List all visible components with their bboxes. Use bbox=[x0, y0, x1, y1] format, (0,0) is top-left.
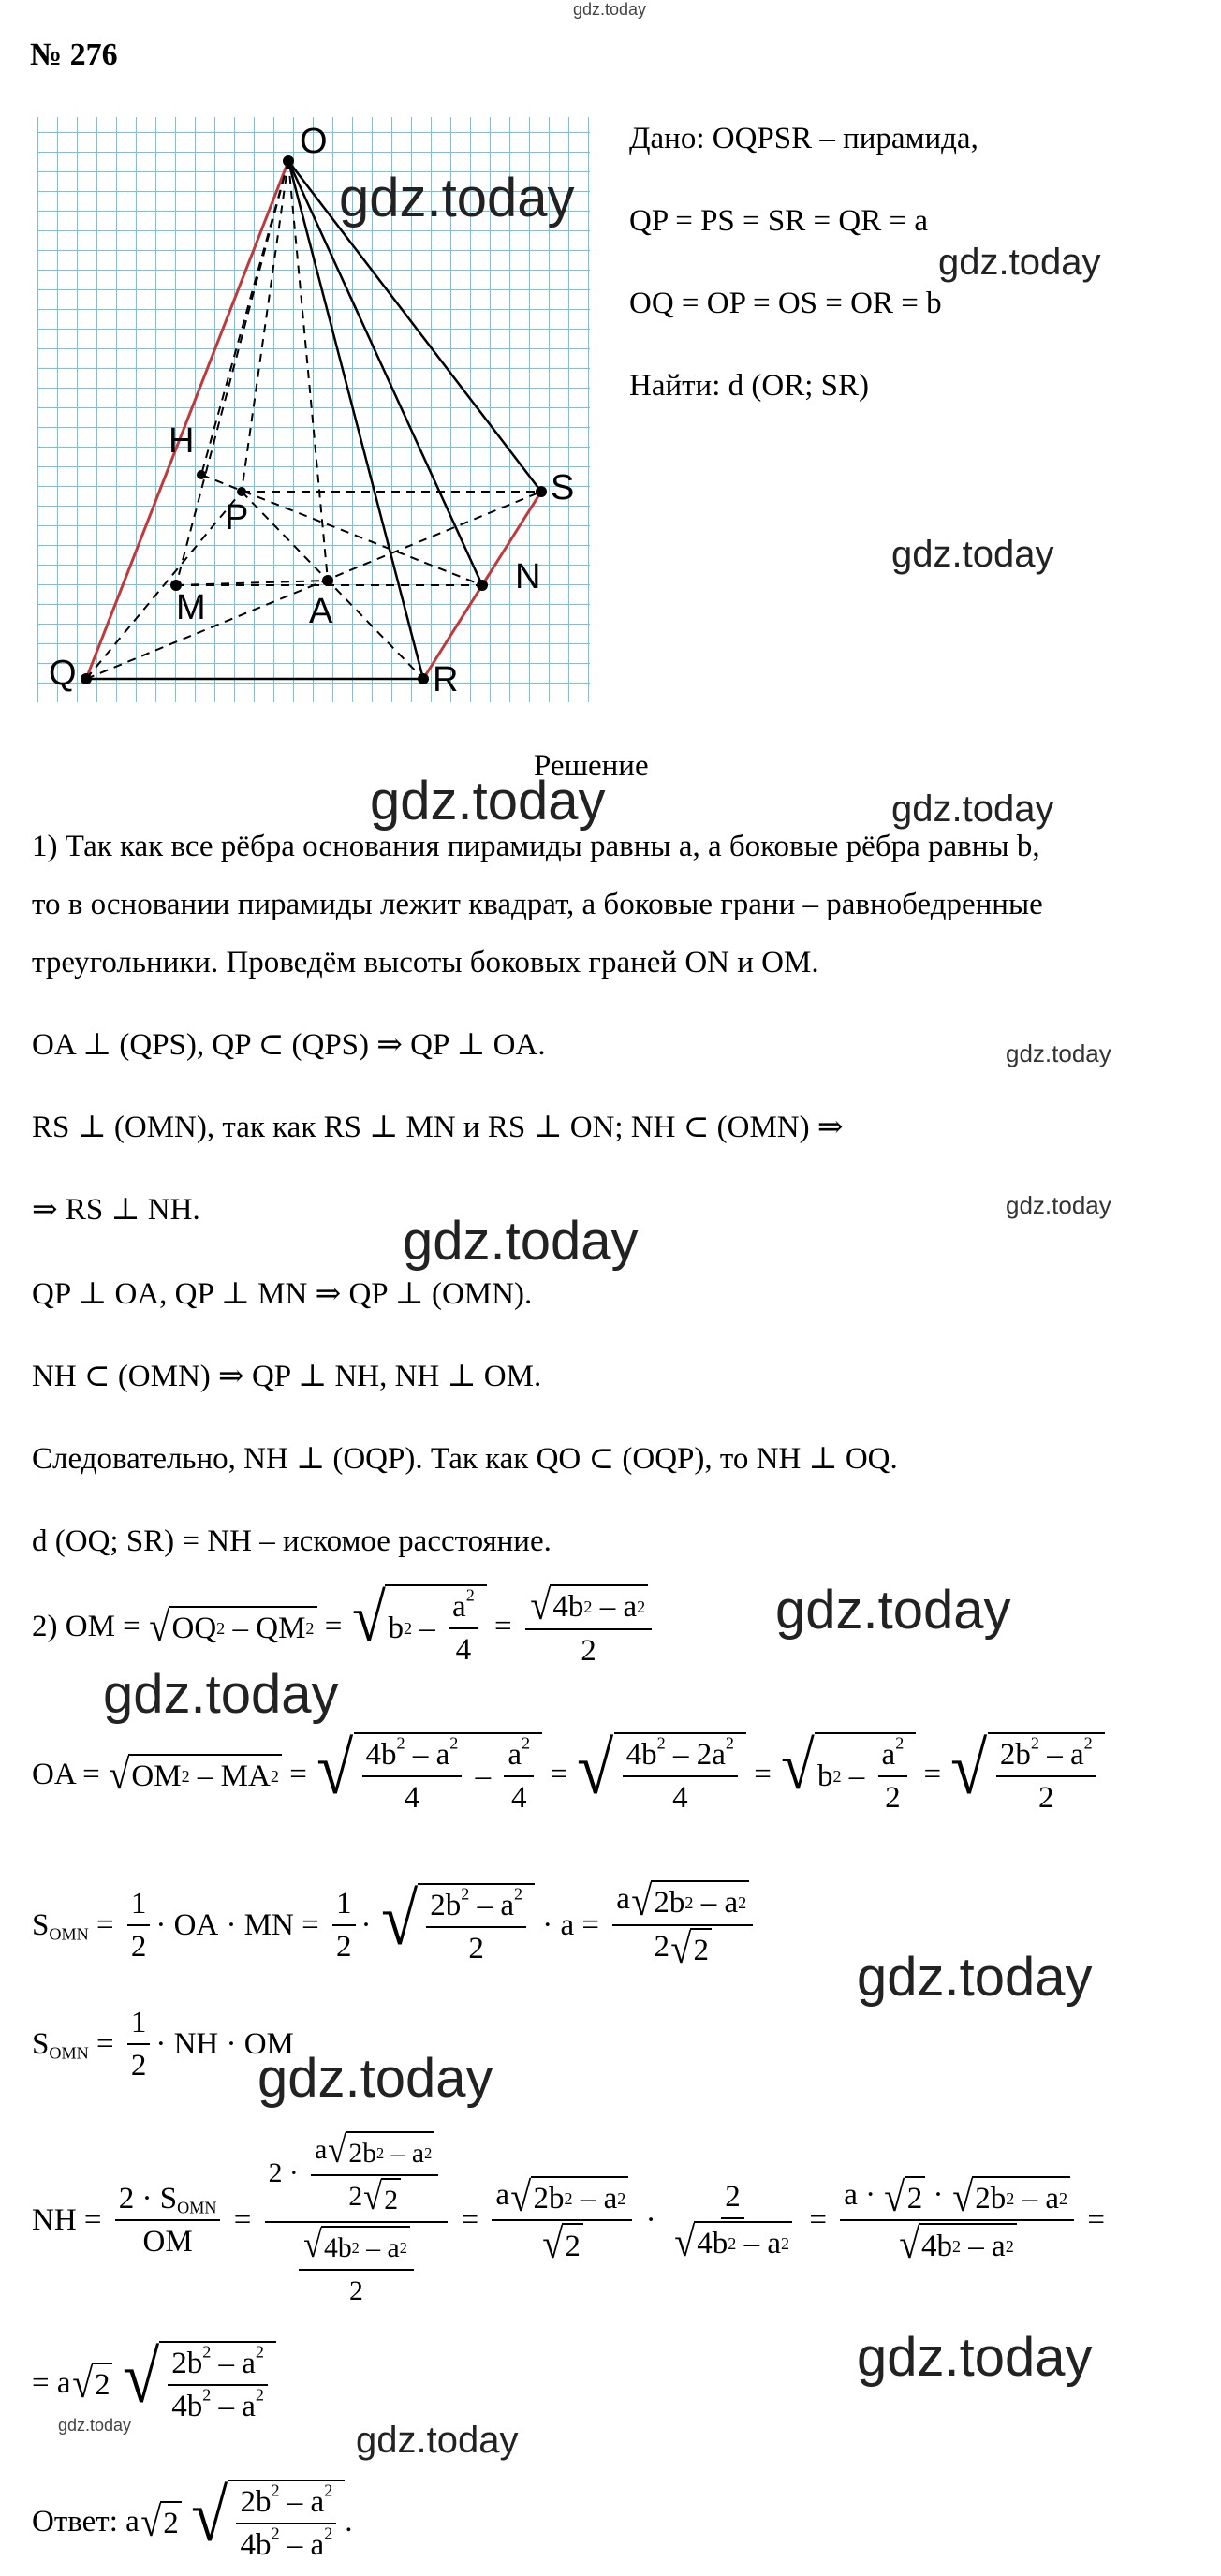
label-O: O bbox=[300, 122, 328, 161]
watermark: gdz.today bbox=[257, 2048, 493, 2109]
text-line-4: OA ⊥ (QPS), QP ⊂ (QPS) ⇒ QP ⊥ OA. bbox=[32, 1028, 546, 1062]
watermark: gdz.today bbox=[938, 242, 1101, 283]
watermark: gdz.today bbox=[103, 1664, 339, 1725]
watermark: gdz.today bbox=[403, 1211, 639, 1272]
text-p1-line2: то в основании пирамиды лежит квадрат, а боковые грани – равнобедренные bbox=[32, 888, 1043, 921]
watermark: gdz.today bbox=[857, 2327, 1093, 2388]
header-watermark: gdz.today bbox=[573, 0, 647, 19]
given-line-1: Дано: OQPSR – пирамида, bbox=[629, 122, 978, 155]
text-line-6: ⇒ RS ⊥ NH. bbox=[32, 1193, 200, 1227]
text-p1-line1: 1) Так как все рёбра основания пирамиды равны a, а боковые рёбра равны b, bbox=[32, 830, 1040, 863]
text-line-9: Следовательно, NH ⊥ (OQP). Так как QO ⊂ (OQP), то NH ⊥ OQ. bbox=[32, 1442, 898, 1476]
label-M: M bbox=[176, 588, 206, 627]
problem-number: № 276 bbox=[30, 37, 118, 72]
label-A: A bbox=[309, 592, 333, 631]
label-N: N bbox=[515, 557, 541, 596]
text-line-10: d (OQ; SR) = NH – искомое расстояние. bbox=[32, 1524, 552, 1558]
answer-label: Ответ: bbox=[32, 2505, 118, 2539]
formula-result: = a √ 2 √ $\frac{2b^2 - a^2}{4b^2 - a^2}$ bbox=[32, 2341, 276, 2425]
label-R: R bbox=[433, 660, 459, 699]
watermark: gdz.today bbox=[1006, 1191, 1111, 1219]
solution-title: Решение bbox=[534, 749, 649, 783]
text-line-7: QP ⊥ OA, QP ⊥ MN ⇒ QP ⊥ (OMN). bbox=[32, 1277, 533, 1311]
formula-S-OMN-1: $S_{OMN}$ = $\frac{1}{2}$ · OA · MN = $\frac{1}{2}$ · √ $\frac{2b^2 - a^2}{2}$ · a = a √ 2b 2 – a 2 2 √ 2 bbox=[32, 1880, 758, 1969]
label-H: H bbox=[169, 421, 195, 461]
text-line-5: RS ⊥ (OMN), так как RS ⊥ MN и RS ⊥ ON; NH ⊂ (OMN) ⇒ bbox=[32, 1111, 844, 1144]
formula-OA: OA = √ OM 2 – MA 2 = √ $\frac{4b^2 - a^2}{4}$ – $\frac{a^2}{4}$ = √ $\frac{4b^2 - 2a^2}{4}$ = √ b 2 – $\frac{a^2}{2}$ = √ $\frac{2b^2 - a^2}{2}$ bbox=[32, 1732, 1105, 1817]
watermark: gdz.today bbox=[775, 1580, 1011, 1641]
watermark: gdz.today bbox=[370, 771, 606, 832]
given-line-3: OQ = OP = OS = OR = b bbox=[629, 287, 942, 320]
formula-NH: NH = $\frac{2 \cdot S_{OMN}}{OM}$ = 2 · a √ 2b 2 – a 2 2 √ 2 √ 4b 2 – a 2 2 = a √ 2b 2 – a 2 √ 2 · 2 √ 4b 2 – a 2 = a · √ 2 · √ 2b 2 – a 2 √ 4b 2 – a 2 = bbox=[32, 2128, 1105, 2306]
answer: Ответ: a √ 2 √ $\frac{2b^2 - a^2}{4b^2 - a^2}$ . bbox=[32, 2475, 353, 2562]
text-p1-line3: треугольники. Проведём высоты боковых граней ON и OM. bbox=[32, 946, 819, 979]
watermark: gdz.today bbox=[891, 534, 1054, 575]
given-line-2: QP = PS = SR = QR = a bbox=[629, 204, 928, 238]
formula-OM: 2) OM = √ OQ 2 – QM 2 = √ b 2 – $\frac{a^2}{4}$ = √ 4b 2 – a 2 2 bbox=[32, 1584, 657, 1670]
text-line-8: NH ⊂ (OMN) ⇒ QP ⊥ NH, NH ⊥ OM. bbox=[32, 1360, 542, 1393]
watermark: gdz.today bbox=[339, 168, 575, 228]
watermark: gdz.today bbox=[891, 788, 1054, 830]
watermark: gdz.today bbox=[1006, 1039, 1111, 1067]
given-line-4: Найти: d (OR; SR) bbox=[629, 369, 869, 403]
watermark: gdz.today bbox=[857, 1947, 1093, 2008]
watermark: gdz.today bbox=[58, 2416, 132, 2435]
watermark: gdz.today bbox=[356, 2420, 519, 2461]
label-Q: Q bbox=[49, 654, 77, 693]
label-S: S bbox=[551, 468, 575, 508]
formula-S-OMN-2: $S_{OMN}$ = $\frac{1}{2}$ · NH · OM bbox=[32, 2006, 294, 2083]
label-P: P bbox=[225, 498, 249, 537]
